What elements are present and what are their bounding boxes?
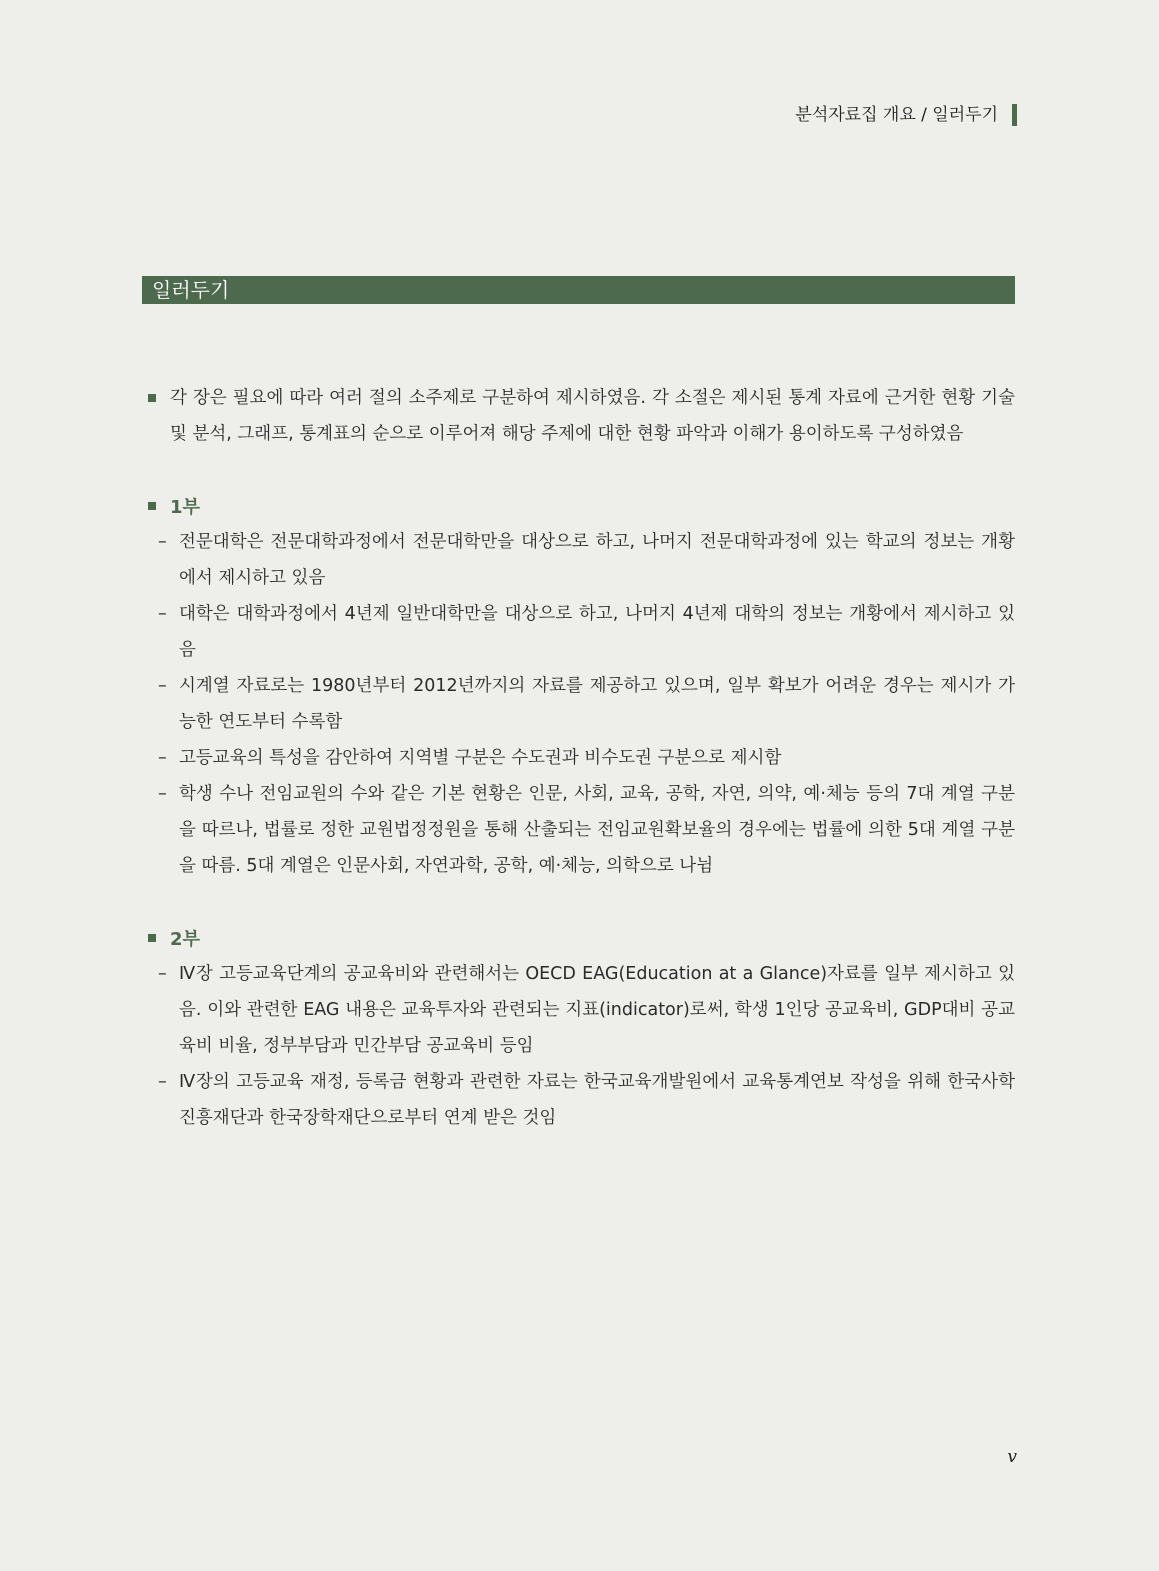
dash-bullet: – bbox=[158, 532, 167, 552]
list-item-text: 학생 수나 전임교원의 수와 같은 기본 현황은 인문, 사회, 교육, 공학, 자연, 의약, 예·체능 등의 7대 계열 구분을 따르나, 법률로 정한 교원법정정원을 통해 산출되는 전임교원확보율의 경우에는 법률에 의한 5대 계열 구분을 따름. 5대 계열은 인문사회, 자연과학, 공학, 예·체능, 의학으로 나뉨 bbox=[179, 784, 1015, 876]
dash-bullet: – bbox=[158, 604, 167, 624]
intro-paragraph bbox=[142, 380, 1015, 452]
list-item-text: 고등교육의 특성을 감안하여 지역별 구분은 수도권과 비수도권 구분으로 제시함 bbox=[179, 748, 782, 768]
section-title: 일러두기 bbox=[152, 278, 230, 302]
dash-bullet: – bbox=[158, 964, 167, 984]
list-item-text: 시계열 자료로는 1980년부터 2012년까지의 자료를 제공하고 있으며, 일부 확보가 어려운 경우는 제시가 가능한 연도부터 수록함 bbox=[179, 676, 1015, 732]
square-bullet-icon bbox=[148, 394, 156, 402]
list-item bbox=[142, 740, 1015, 776]
list-item bbox=[142, 956, 1015, 1064]
square-bullet-icon bbox=[148, 502, 156, 510]
part-1-list bbox=[142, 524, 1015, 884]
section-title-bar bbox=[142, 276, 1015, 304]
dash-bullet: – bbox=[158, 748, 167, 768]
part-heading bbox=[142, 488, 1015, 524]
list-item bbox=[142, 776, 1015, 884]
running-header: 분석자료집 개요 / 일러두기 bbox=[795, 104, 1017, 126]
dash-bullet: – bbox=[158, 676, 167, 696]
part-title: 2부 bbox=[170, 929, 200, 950]
part-title: 1부 bbox=[170, 497, 200, 518]
dash-bullet: – bbox=[158, 1072, 167, 1092]
list-item bbox=[142, 668, 1015, 740]
list-item-text: 전문대학은 전문대학과정에서 전문대학만을 대상으로 하고, 나머지 전문대학과정에 있는 학교의 정보는 개황에서 제시하고 있음 bbox=[179, 532, 1015, 588]
list-item bbox=[142, 596, 1015, 668]
part-2-list bbox=[142, 956, 1015, 1136]
list-item bbox=[142, 1064, 1015, 1136]
page-number: v bbox=[1007, 1447, 1017, 1467]
dash-bullet: – bbox=[158, 784, 167, 804]
intro-text: 각 장은 필요에 따라 여러 절의 소주제로 구분하여 제시하였음. 각 소절은 제시된 통계 자료에 근거한 현황 기술 및 분석, 그래프, 통계표의 순으로 이루어져 해당 주제에 대한 현황 파악과 이해가 용이하도록 구성하였음 bbox=[170, 388, 1015, 444]
part-1 bbox=[142, 488, 1015, 884]
list-item-text: Ⅳ장 고등교육단계의 공교육비와 관련해서는 OECD EAG(Education at a Glance)자료를 일부 제시하고 있음. 이와 관련한 EAG 내용은 교육투자와 관련되는 지표(indicator)로써, 학생 1인당 공교육비, GDP대비 공교육비 비율, 정부부담과 민간부담 공교육비 등임 bbox=[179, 964, 1015, 1056]
square-bullet-icon bbox=[148, 934, 156, 942]
list-item-text: 대학은 대학과정에서 4년제 일반대학만을 대상으로 하고, 나머지 4년제 대학의 정보는 개황에서 제시하고 있음 bbox=[179, 604, 1015, 660]
list-item-text: Ⅳ장의 고등교육 재정, 등록금 현황과 관련한 자료는 한국교육개발원에서 교육통계연보 작성을 위해 한국사학진흥재단과 한국장학재단으로부터 연계 받은 것임 bbox=[179, 1072, 1015, 1128]
part-2 bbox=[142, 920, 1015, 1136]
part-heading bbox=[142, 920, 1015, 956]
list-item bbox=[142, 524, 1015, 596]
content bbox=[142, 380, 1015, 1136]
